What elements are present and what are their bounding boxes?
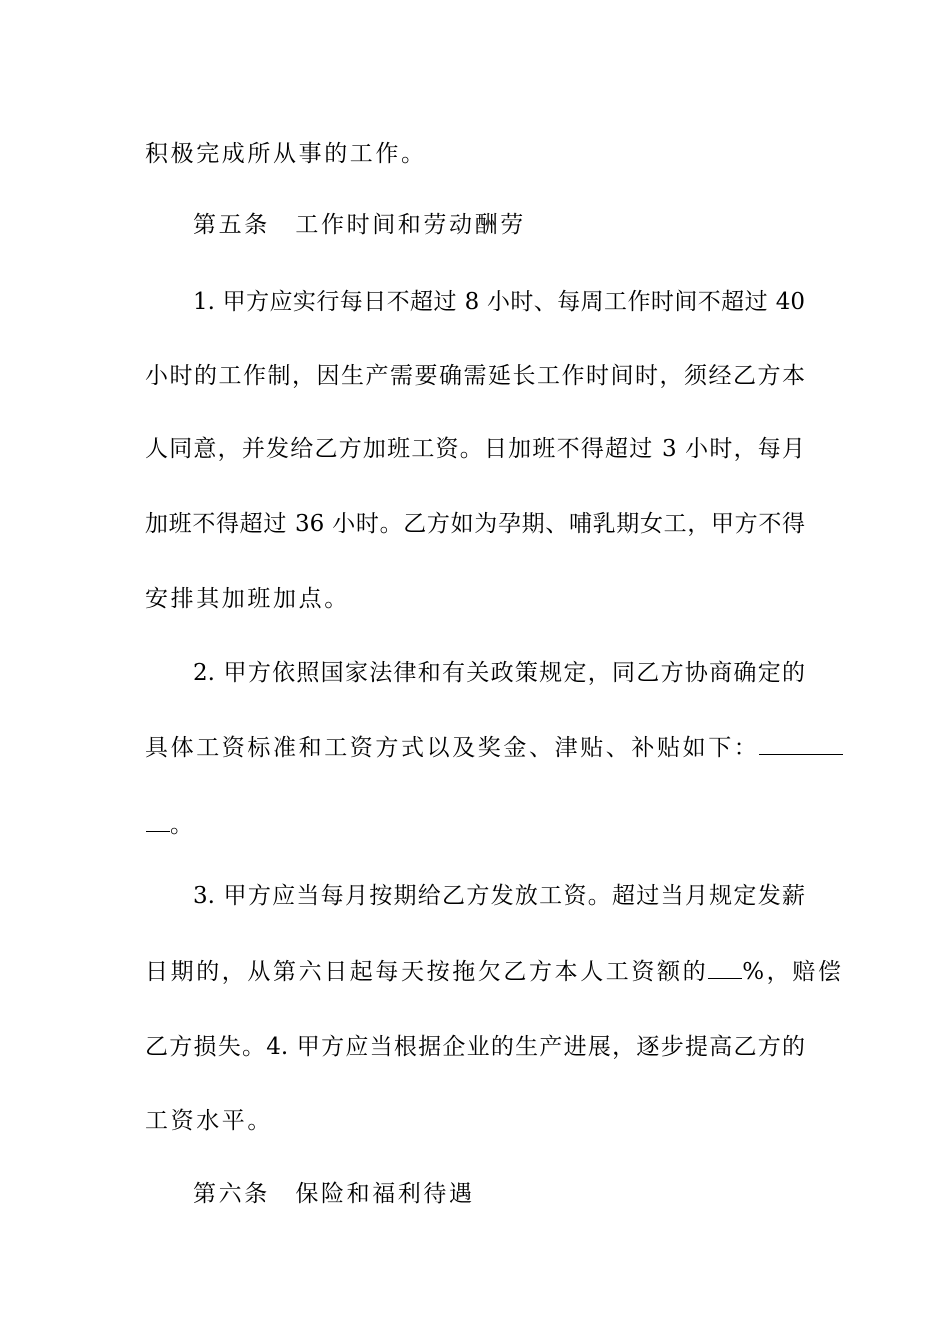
text-line: 1. 甲方应实行每日不超过 8 小时、每周工作时间不超过 40 bbox=[193, 289, 805, 315]
article-heading: 第六条 保险和福利待遇 bbox=[193, 1181, 475, 1207]
text-line bbox=[145, 731, 805, 765]
fill-in-blank bbox=[146, 811, 170, 832]
text-line: 2. 甲方依照国家法律和有关政策规定，同乙方协商确定的 bbox=[193, 660, 805, 686]
fill-in-blank bbox=[759, 734, 843, 755]
text-line: 人同意，并发给乙方加班工资。日加班不得超过 3 小时，每月 bbox=[145, 436, 805, 462]
text-line bbox=[145, 955, 844, 989]
line-text: 日期的，从第六日起每天按拖欠乙方本人工资额的 bbox=[145, 959, 709, 985]
text-line: 3. 甲方应当每月按期给乙方发放工资。超过当月规定发薪 bbox=[193, 883, 805, 909]
line-text: 。 bbox=[170, 812, 196, 838]
text-line bbox=[145, 808, 805, 842]
text-line: 积极完成所从事的工作。 bbox=[145, 141, 427, 167]
text-line: 小时的工作制，因生产需要确需延长工作时间时，须经乙方本 bbox=[145, 363, 805, 389]
text-line: 乙方损失。4. 甲方应当根据企业的生产进展，逐步提高乙方的 bbox=[145, 1034, 805, 1060]
line-text: 具体工资标准和工资方式以及奖金、津贴、补贴如下： bbox=[145, 735, 760, 761]
article-heading: 第五条 工作时间和劳动酬劳 bbox=[193, 212, 526, 238]
fill-in-blank bbox=[708, 958, 742, 979]
line-text: %，赔偿 bbox=[742, 959, 844, 985]
text-line: 工资水平。 bbox=[145, 1108, 273, 1134]
text-line: 安排其加班加点。 bbox=[145, 586, 350, 612]
text-line: 加班不得超过 36 小时。乙方如为孕期、哺乳期女工，甲方不得 bbox=[145, 511, 805, 537]
